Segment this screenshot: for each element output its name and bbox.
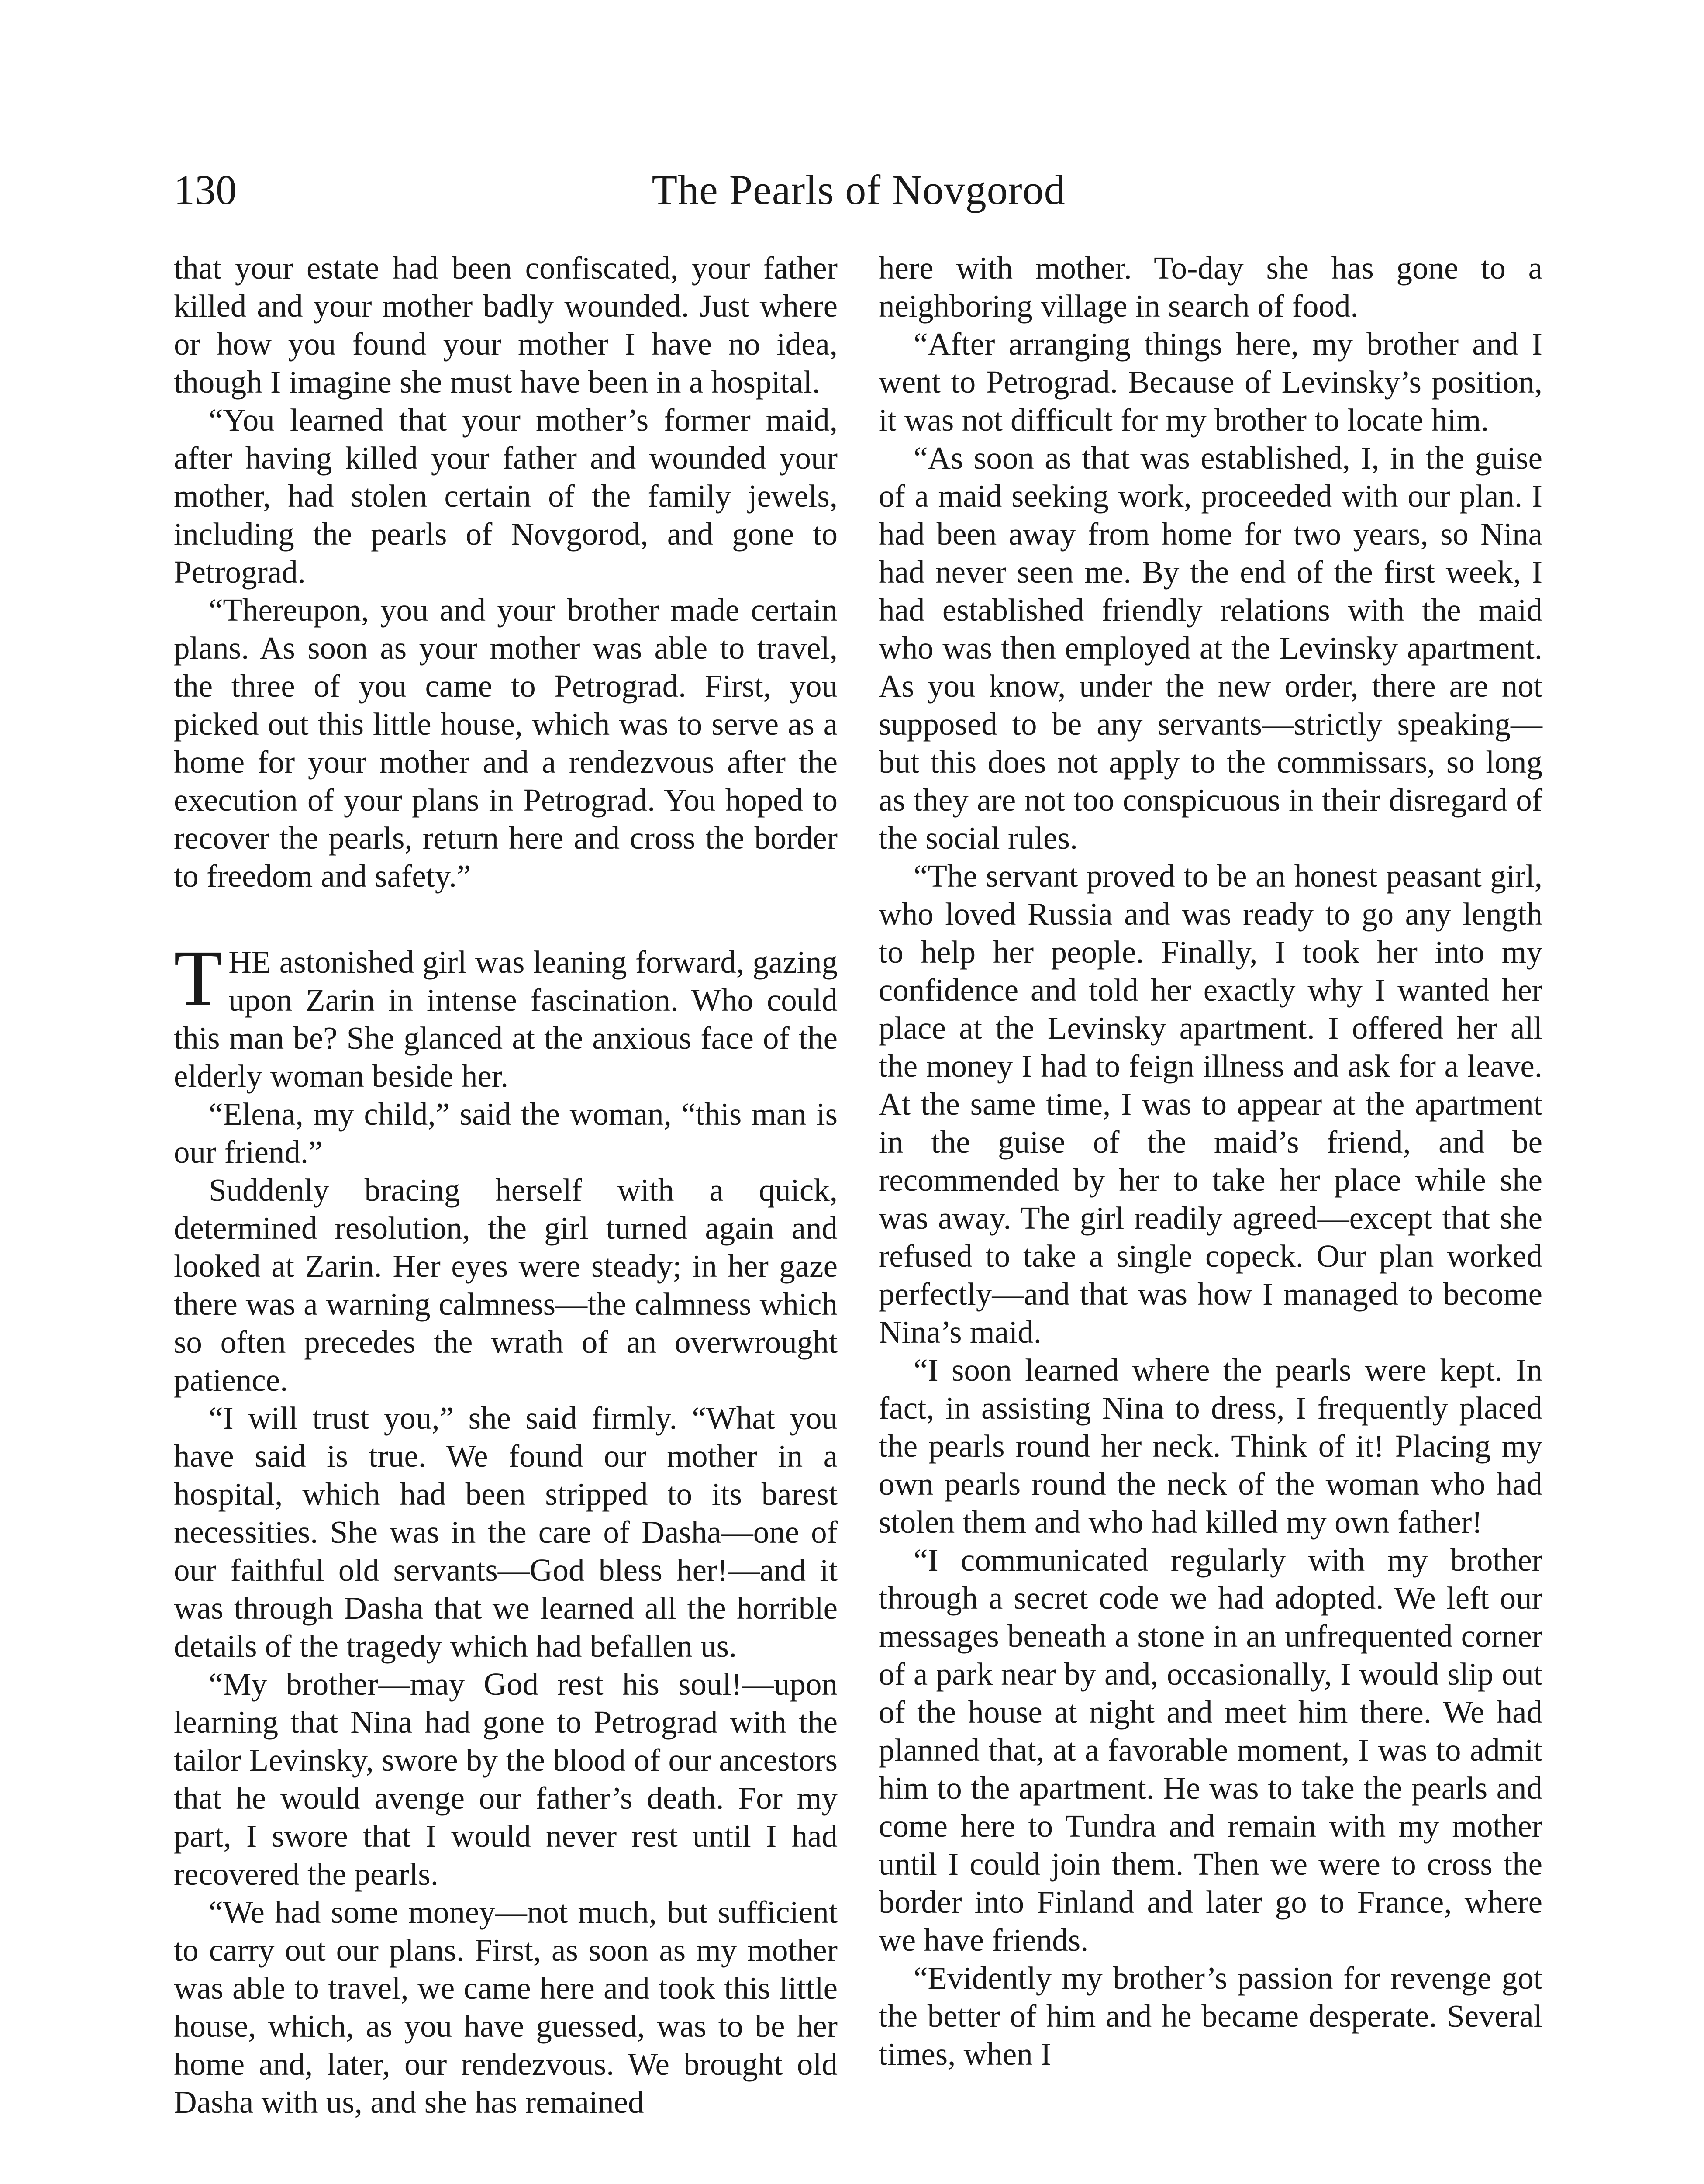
paragraph: “I communicated regularly with my brother through a secret code we had adopted. We left our messages beneath a stone in an unfrequented corner of a park near by and, occasionally, I would slip out of the house at night and meet him there. We had planned that, at a favorable moment, I was to admit him to the apartment. He was to take the pearls and come here to Tundra and remain with my mother until I could join them. Then we were to cross the border into Finland and later go to France, where we have friends. xyxy=(879,1542,1542,1958)
paragraph: “My brother—may God rest his soul!—upon learning that Nina had gone to Petrograd with the tailor Levinsky, swore by the blood of our ancestors that he would avenge our father’s death. For my part, I swore that I would never rest until I had recovered the pearls. xyxy=(174,1666,838,1892)
paragraph: “The servant proved to be an honest peasant girl, who loved Russia and was ready to go any length to help her people. Finally, I took her into my confidence and told her exactly why I wanted her place at the Levinsky apartment. I offered her all the money I had to feign illness and ask for a leave. At the same time, I was to appear at the apartment in the guise of the maid’s friend, and be recommended by her to take her place while she was away. The girl readily agreed—except that she refused to take a single copeck. Our plan worked perfectly—and that was how I managed to become Nina’s maid. xyxy=(879,858,1542,1350)
paragraph: “After arranging things here, my brother and I went to Petrograd. Because of Levinsky’s position, it was not difficult for my brother to locate him. xyxy=(879,326,1542,438)
paragraph: “I will trust you,” she said firmly. “What you have said is true. We found our mother in a hospital, which had been stripped to its barest necessities. She was in the care of Dasha—one of our faithful old servants—God bless her!—and it was through Dasha that we learned all the horrible details of the tragedy which had befallen us. xyxy=(174,1400,838,1664)
drop-cap: T xyxy=(174,934,223,1022)
paragraph: “As soon as that was established, I, in the guise of a maid seeking work, proceeded with our plan. I had been away from home for two years, so Nina had never seen me. By the end of the first week, I had established friendly relations with the maid who was then employed at the Levinsky apartment. As you know, under the new order, there are not supposed to be any servants—strictly speaking—but this does not apply to the commissars, so long as they are not too conspicuous in their disregard of the social rules. xyxy=(879,440,1542,856)
paragraph: “You learned that your mother’s former maid, after having killed your father and wounded your mother, had stolen certain of the family jewels, including the pearls of Novgorod, and gone to Petrograd. xyxy=(174,402,838,590)
paragraph: “Elena, my child,” said the woman, “this man is our friend.” xyxy=(174,1096,838,1170)
paragraph: “Evidently my brother’s passion for revenge got the better of him and he became desperate. Several times, when I xyxy=(879,1960,1542,2072)
paragraph: Suddenly bracing herself with a quick, determined resolution, the girl turned again and looked at Zarin. Her eyes were steady; in her gaze there was a warning calmness—the calmness which so often precedes the wrath of an overwrought patience. xyxy=(174,1172,838,1398)
paragraph: “We had some money—not much, but sufficient to carry out our plans. First, as soon as my mother was able to travel, we came here and took this little house, which, as you have guessed, was to be her home and, later, our rendezvous. We brought old Dasha with us, and she has remained xyxy=(174,1894,838,2120)
paragraph: “Thereupon, you and your brother made certain plans. As soon as your mother was able to travel, the three of you came to Petrograd. First, you picked out this little house, which was to serve as a home for your mother and a rendezvous after the execution of your plans in Petrograd. You hoped to recover the pearls, return here and cross the border to freedom and safety.” xyxy=(174,592,838,894)
paragraph: “I soon learned where the pearls were kept. In fact, in assisting Nina to dress, I frequently placed the pearls round her neck. Think of it! Placing my own pearls round the neck of the woman who had stolen them and who had killed my own father! xyxy=(879,1352,1542,1540)
paragraph: that your estate had been confiscated, your father killed and your mother badly wounded. Just where or how you found your mother I have no idea, though I imagine she must have been in a hospital. xyxy=(174,250,838,400)
paragraph-text: HE astonished girl was leaning forward, gazing upon Zarin in intense fascination. Who could this man be? She glanced at the anxious face of the elderly woman beside her. xyxy=(174,944,838,1094)
running-title: The Pearls of Novgorod xyxy=(652,166,1066,213)
right-column xyxy=(879,249,1542,2073)
paragraph: here with mother. To-day she has gone to a neighboring village in search of food. xyxy=(879,250,1542,324)
page-header xyxy=(174,162,1543,218)
section-start-paragraph xyxy=(174,934,838,1095)
page-number: 130 xyxy=(174,166,237,213)
left-column xyxy=(174,249,838,2121)
